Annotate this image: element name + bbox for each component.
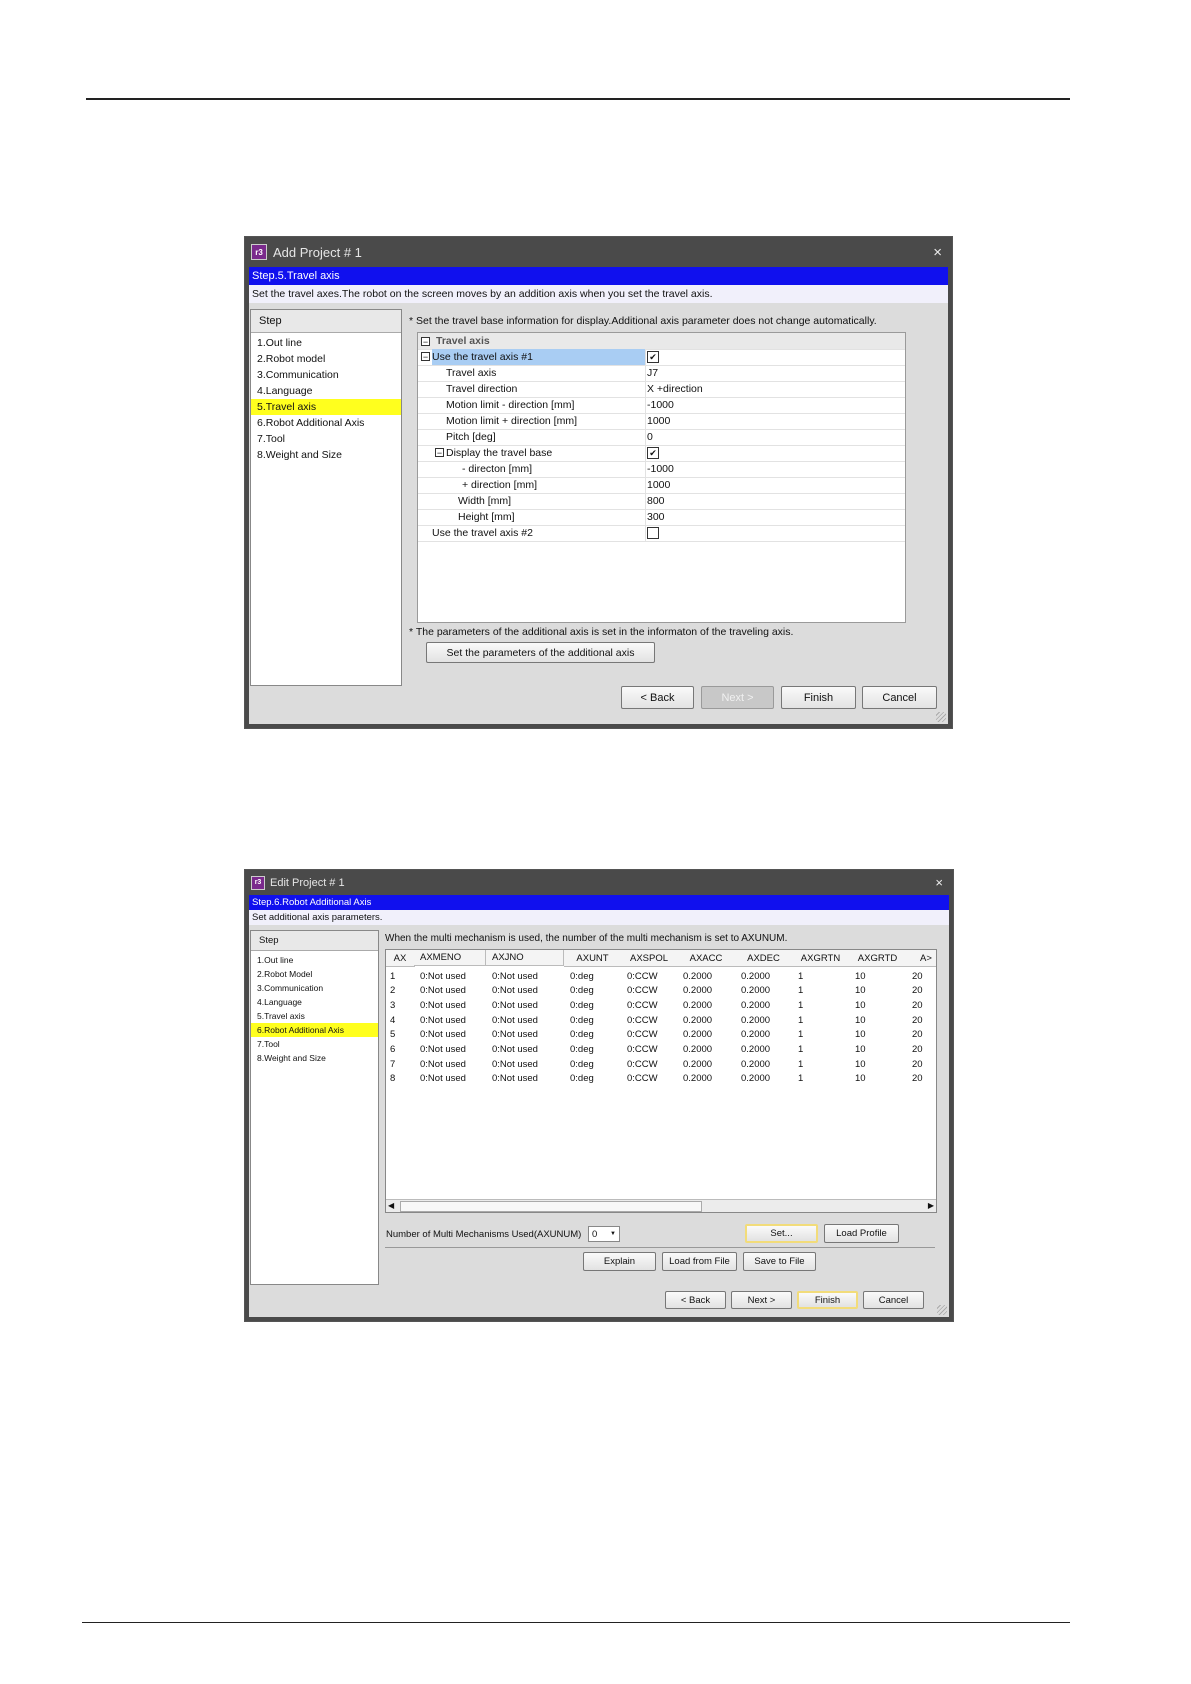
table-cell: 20 [912, 999, 923, 1011]
travel-axis-property-grid [417, 332, 906, 623]
table-cell: 0.2000 [683, 1014, 713, 1026]
table-cell: 20 [912, 1044, 923, 1055]
checkbox[interactable]: ✔ [647, 447, 659, 459]
grid-row-name: Motion limit - direction [mm] [446, 399, 575, 411]
column-header[interactable]: AX [386, 950, 415, 967]
grid-splitter [645, 477, 646, 493]
table-cell: 1 [798, 970, 804, 982]
table-cell: 0:Not used [420, 999, 466, 1011]
table-cell: 0:Not used [420, 1029, 466, 1041]
table-cell: 1 [798, 1014, 804, 1026]
table-cell: 2 [390, 985, 396, 997]
column-header[interactable]: AXACC [677, 950, 736, 967]
table-cell: 0.2000 [741, 1073, 771, 1085]
collapse-icon[interactable]: − [436, 448, 443, 458]
load-profile-button[interactable]: Load Profile [824, 1224, 899, 1243]
table-cell: 20 [912, 985, 923, 997]
table-cell: 0.2000 [683, 999, 713, 1011]
table-cell: 10 [855, 1014, 866, 1026]
table-cell: 10 [855, 985, 866, 997]
save-to-file-button[interactable]: Save to File [743, 1252, 816, 1271]
table-cell: 1 [798, 1058, 804, 1070]
table-cell: 0.2000 [683, 1073, 713, 1085]
step-item[interactable]: 5.Travel axis [257, 1011, 305, 1021]
grid-row-name: Use the travel axis #1 [432, 349, 645, 365]
info-bar: Set the travel axes.The robot on the screen moves by an addition axis when you set the travel axis. [249, 285, 948, 303]
table-cell: 0:Not used [492, 1029, 538, 1041]
grid-row[interactable] [418, 525, 905, 542]
table-cell: 0:Not used [420, 970, 466, 982]
grid-splitter [645, 365, 646, 381]
app-icon: r3 [251, 244, 267, 260]
grid-row-value[interactable]: -1000 [647, 399, 674, 411]
dialog-titlebar [245, 237, 952, 267]
grid-row[interactable] [418, 493, 905, 510]
table-cell: 10 [855, 1058, 866, 1070]
step-item[interactable]: 7.Tool [257, 1039, 280, 1049]
step-item[interactable]: 6.Robot Additional Axis [251, 1023, 378, 1037]
grid-splitter [645, 381, 646, 397]
table-row[interactable] [386, 998, 936, 1012]
table-row[interactable] [386, 1043, 936, 1057]
step-item[interactable]: 2.Robot model [257, 353, 326, 365]
grid-row-value[interactable] [647, 349, 659, 365]
grid-row[interactable] [418, 381, 905, 398]
edit-project-dialog [244, 869, 954, 1322]
dialog-title: Edit Project # 1 [270, 876, 345, 889]
grid-row-value[interactable]: 800 [647, 495, 665, 507]
table-cell: 0:CCW [627, 1073, 658, 1085]
step-item[interactable]: 7.Tool [257, 433, 286, 445]
grid-row-value[interactable]: X +direction [647, 383, 703, 395]
add-project-dialog [244, 236, 953, 729]
scroll-left-icon[interactable]: ◀ [388, 1201, 395, 1210]
table-cell: 0.2000 [741, 1029, 771, 1041]
table-cell: 0:CCW [627, 985, 658, 997]
step-banner: Step.6.Robot Additional Axis [249, 895, 949, 910]
step-item[interactable]: 6.Robot Additional Axis [257, 417, 365, 429]
table-cell: 0.2000 [741, 1044, 771, 1055]
step-item[interactable]: 3.Communication [257, 369, 339, 381]
close-icon[interactable]: × [935, 875, 943, 890]
grid-row-name: Travel direction [446, 383, 518, 395]
step-item[interactable]: 4.Language [257, 385, 313, 397]
table-cell: 0.2000 [683, 985, 713, 997]
grid-category-travel-axis[interactable] [418, 333, 905, 350]
table-cell: 0.2000 [683, 1044, 713, 1055]
table-row[interactable] [386, 1057, 936, 1071]
table-cell: 10 [855, 999, 866, 1011]
grid-splitter [645, 509, 646, 525]
load-from-file-button[interactable]: Load from File [662, 1252, 737, 1271]
grid-row[interactable] [418, 397, 905, 414]
table-cell: 10 [855, 970, 866, 982]
grid-row-value[interactable]: 1000 [647, 415, 671, 427]
step-list-header: Step [251, 931, 378, 951]
grid-splitter [645, 397, 646, 413]
column-header[interactable]: AXGRTN [792, 950, 850, 967]
step-item[interactable]: 1.Out line [257, 955, 294, 965]
back-button[interactable]: < Back [665, 1291, 726, 1309]
table-cell: 20 [912, 1073, 923, 1085]
checkbox[interactable]: ✔ [647, 351, 659, 363]
table-cell: 0:CCW [627, 1058, 658, 1070]
grid-row[interactable] [418, 429, 905, 446]
grid-row-name: Travel axis [446, 367, 497, 379]
table-cell: 0:Not used [420, 985, 466, 997]
table-cell: 3 [390, 999, 396, 1011]
checkbox[interactable] [647, 527, 659, 539]
category-label: Travel axis [436, 335, 490, 347]
chevron-down-icon[interactable]: ▼ [610, 1231, 616, 1237]
table-cell: 0.2000 [683, 1058, 713, 1070]
table-cell: 1 [798, 985, 804, 997]
column-header[interactable]: AXDEC [735, 950, 793, 967]
table-cell: 0:deg [570, 985, 594, 997]
scrollbar-thumb[interactable] [400, 1201, 702, 1212]
table-cell: 0.2000 [741, 970, 771, 982]
grid-row-name: Display the travel base [446, 447, 553, 459]
grid-row-value[interactable] [647, 445, 659, 461]
grid-splitter [645, 445, 646, 461]
horizontal-scrollbar[interactable] [386, 1199, 936, 1212]
column-header[interactable]: A> [906, 950, 937, 967]
table-cell: 0:Not used [420, 1044, 466, 1055]
table-cell: 0:Not used [420, 1073, 466, 1085]
grid-row-value[interactable]: -1000 [647, 463, 674, 475]
note-bottom: * The parameters of the additional axis is set in the informaton of the traveling axis. [409, 626, 794, 638]
step-item[interactable]: 4.Language [257, 997, 302, 1007]
header-rule [86, 98, 1070, 100]
table-cell: 0.2000 [741, 1058, 771, 1070]
cancel-button[interactable]: Cancel [863, 1291, 924, 1309]
footer-rule [82, 1622, 1070, 1623]
collapse-icon[interactable]: − [422, 352, 429, 362]
table-cell: 0:Not used [492, 985, 538, 997]
scroll-right-icon[interactable]: ▶ [927, 1201, 934, 1210]
set-additional-axis-params-button[interactable]: Set the parameters of the additional axis [426, 642, 655, 663]
step-item[interactable]: 3.Communication [257, 983, 324, 993]
grid-row[interactable] [418, 461, 905, 478]
app-icon: r3 [251, 876, 265, 890]
table-cell: 20 [912, 1014, 923, 1026]
cancel-button[interactable]: Cancel [862, 686, 937, 709]
table-cell: 4 [390, 1014, 396, 1026]
table-cell: 0:deg [570, 1073, 594, 1085]
resize-grip-icon[interactable] [936, 712, 946, 722]
separator [385, 1247, 935, 1248]
step-item[interactable]: 2.Robot Model [257, 969, 313, 979]
table-cell: 0:deg [570, 999, 594, 1011]
table-cell: 0:deg [570, 1014, 594, 1026]
dialog-body [249, 925, 949, 1317]
table-cell: 0.2000 [683, 1029, 713, 1041]
dialog-titlebar [245, 870, 953, 895]
step-list [250, 309, 402, 686]
table-cell: 1 [390, 970, 396, 982]
next-button[interactable]: Next > [701, 686, 774, 709]
table-cell: 8 [390, 1073, 396, 1085]
table-cell: 0.2000 [683, 970, 713, 982]
step-item[interactable]: 8.Weight and Size [257, 1053, 326, 1063]
table-cell: 20 [912, 1058, 923, 1070]
collapse-icon[interactable]: − [422, 336, 429, 347]
grid-row-name: Height [mm] [458, 511, 515, 523]
finish-button[interactable]: Finish [781, 686, 856, 709]
table-cell: 0:deg [570, 1029, 594, 1041]
grid-splitter [645, 525, 646, 541]
table-row[interactable] [386, 1028, 936, 1042]
table-cell: 0:Not used [492, 1058, 538, 1070]
table-row[interactable] [386, 969, 936, 983]
table-cell: 0:Not used [492, 970, 538, 982]
dialog-body [249, 303, 948, 724]
table-cell: 5 [390, 1029, 396, 1041]
axunum-value: 0 [592, 1228, 598, 1240]
table-cell: 0:CCW [627, 1044, 658, 1055]
table-cell: 0.2000 [741, 985, 771, 997]
table-cell: 0:CCW [627, 970, 658, 982]
axunum-label: Number of Multi Mechanisms Used(AXUNUM) [386, 1229, 582, 1240]
table-cell: 10 [855, 1073, 866, 1085]
grid-row-name: - directon [mm] [462, 463, 533, 475]
table-cell: 10 [855, 1044, 866, 1055]
grid-row-value[interactable]: 1000 [647, 479, 671, 491]
table-cell: 0:Not used [492, 1014, 538, 1026]
table-cell: 0:deg [570, 970, 594, 982]
grid-row[interactable] [418, 445, 905, 462]
grid-row-name: + direction [mm] [462, 479, 537, 491]
resize-grip-icon[interactable] [937, 1305, 947, 1315]
multi-mechanism-note: When the multi mechanism is used, the number of the multi mechanism is set to AXUNUM. [385, 933, 788, 944]
table-cell: 0:Not used [420, 1014, 466, 1026]
grid-row-value[interactable] [647, 525, 659, 541]
column-header[interactable]: AXJNO [486, 950, 564, 966]
table-cell: 1 [798, 1029, 804, 1041]
table-row[interactable] [386, 1013, 936, 1027]
table-cell: 1 [798, 1044, 804, 1055]
table-row[interactable] [386, 1072, 936, 1086]
table-cell: 0:CCW [627, 1029, 658, 1041]
grid-splitter [645, 349, 646, 365]
note-top: * Set the travel base information for display.Additional axis parameter does not change automatically. [409, 315, 877, 327]
grid-row-name: Motion limit + direction [mm] [446, 415, 577, 427]
table-cell: 0:Not used [492, 999, 538, 1011]
grid-row[interactable] [418, 413, 905, 430]
additional-axis-table [385, 949, 937, 1213]
grid-row-value[interactable]: J7 [647, 367, 659, 379]
table-cell: 0:CCW [627, 1014, 658, 1026]
grid-row-name: Use the travel axis #2 [432, 527, 533, 539]
close-icon[interactable]: × [933, 243, 942, 261]
column-header[interactable]: AXSPOL [621, 950, 678, 967]
table-cell: 0.2000 [741, 1014, 771, 1026]
step-list [250, 930, 379, 1285]
next-button[interactable]: Next > [731, 1291, 792, 1309]
step-list-header: Step [251, 310, 401, 333]
grid-splitter [645, 461, 646, 477]
table-cell: 1 [798, 1073, 804, 1085]
grid-splitter [645, 429, 646, 445]
table-cell: 0.2000 [741, 999, 771, 1011]
table-cell: 7 [390, 1058, 396, 1070]
table-cell: 1 [798, 999, 804, 1011]
table-cell: 20 [912, 1029, 923, 1041]
grid-row[interactable] [418, 509, 905, 526]
explain-button[interactable]: Explain [583, 1252, 656, 1271]
table-row[interactable] [386, 984, 936, 998]
grid-row[interactable] [418, 365, 905, 382]
table-cell: 0:Not used [492, 1044, 538, 1055]
grid-row[interactable] [418, 477, 905, 494]
info-bar: Set additional axis parameters. [249, 910, 949, 925]
step-item[interactable]: 8.Weight and Size [257, 449, 343, 461]
grid-row-value[interactable]: 300 [647, 511, 665, 523]
grid-row-name: Width [mm] [458, 495, 512, 507]
table-cell: 6 [390, 1044, 396, 1055]
grid-splitter [645, 493, 646, 509]
table-cell: 0:Not used [492, 1073, 538, 1085]
grid-row-name: Pitch [deg] [446, 431, 496, 443]
step-item[interactable]: 5.Travel axis [251, 399, 401, 415]
step-banner: Step.5.Travel axis [249, 267, 948, 285]
grid-row-value[interactable]: 0 [647, 431, 653, 443]
finish-button[interactable]: Finish [797, 1291, 858, 1309]
dialog-title: Add Project # 1 [273, 244, 362, 260]
axunum-select[interactable] [588, 1226, 620, 1242]
table-cell: 0:deg [570, 1044, 594, 1055]
column-header[interactable]: AXMENO [414, 950, 486, 966]
grid-row[interactable] [418, 349, 905, 366]
table-cell: 0:CCW [627, 999, 658, 1011]
table-cell: 20 [912, 970, 923, 982]
table-cell: 0:Not used [420, 1058, 466, 1070]
table-cell: 10 [855, 1029, 866, 1041]
step-item[interactable]: 1.Out line [257, 337, 302, 349]
column-header[interactable]: AXUNT [564, 950, 622, 967]
table-cell: 0:deg [570, 1058, 594, 1070]
grid-splitter [645, 413, 646, 429]
back-button[interactable]: < Back [621, 686, 694, 709]
set-button[interactable]: Set... [745, 1224, 818, 1243]
column-header[interactable]: AXGRTD [849, 950, 907, 967]
